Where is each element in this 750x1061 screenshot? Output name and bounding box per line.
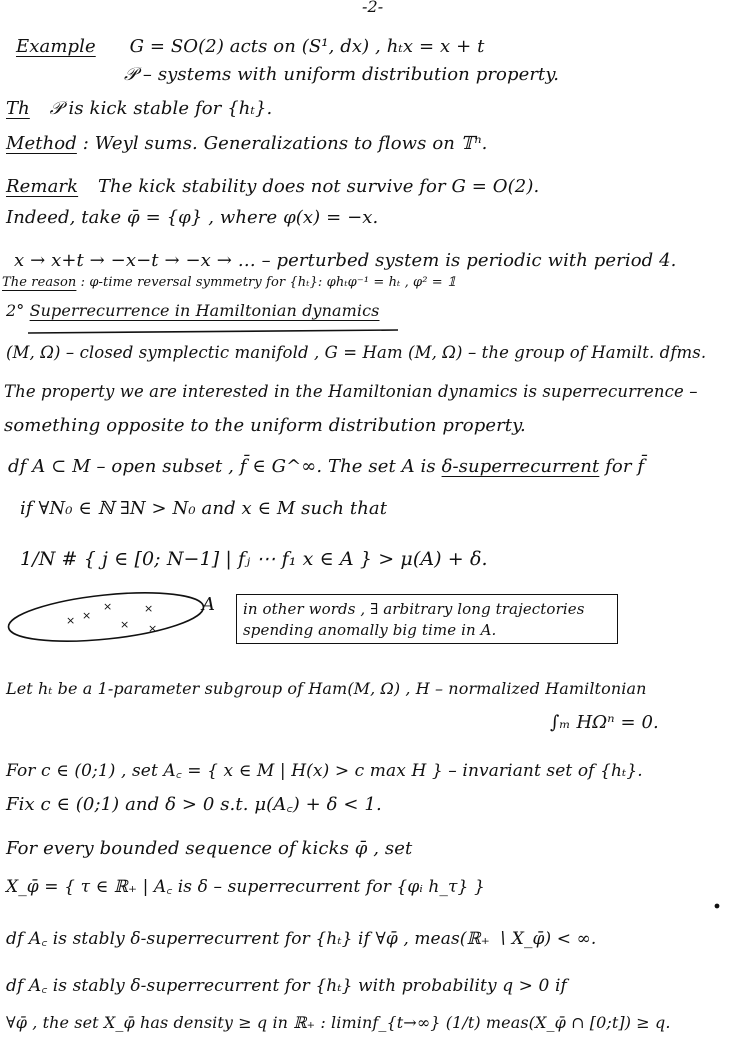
perturbed-line: x → x+t → −x−t → −x → … – perturbed system is periodic with period 4. — [14, 250, 677, 271]
svg-text:×: × — [148, 622, 158, 635]
theorem-text: 𝒫 is kick stable for {hₜ}. — [49, 98, 273, 119]
density-condition: ∀φ̄ , the set X_φ̄ has density ≥ q in ℝ₊ : liminf_{t→∞} (1/t) meas(X_φ̄ ∩ [0;t]) ≥ q. — [6, 1013, 671, 1032]
set-ac-line: For c ∈ (0;1) , set A꜀ = { x ∈ M | H(x) > c max H } – invariant set of {hₜ}. — [6, 761, 643, 781]
remark-box-line2: spending anomally big time in A. — [243, 621, 497, 639]
page-number: -2- — [362, 0, 384, 16]
normalization-formula: ∫ₘ HΩⁿ = 0. — [550, 712, 659, 733]
systems-line: 𝒫 – systems with uniform distribution property. — [124, 64, 560, 85]
property-line: The property we are interested in the Hamiltonian dynamics is superrecurrence – — [4, 382, 698, 401]
fix-c-line: Fix c ∈ (0;1) and δ > 0 s.t. μ(A꜀) + δ < 1. — [6, 794, 382, 815]
svg-text:×: × — [82, 609, 92, 622]
svg-text:×: × — [120, 618, 130, 631]
remark-label: Remark — [6, 176, 79, 197]
x-phi-definition: X_φ̄ = { τ ∈ ℝ₊ | A꜀ is δ – superrecurrent for {φᵢ h_τ} } — [6, 877, 485, 897]
svg-text:×: × — [144, 602, 154, 615]
definition-text-b: for f̄ — [605, 456, 645, 477]
manifold-line: (M, Ω) – closed symplectic manifold , G = Ham (M, Ω) – the group of Hamilt. dfms. — [6, 343, 707, 362]
frequency-formula: 1/N # { j ∈ [0; N−1] | fⱼ ⋯ f₁ x ∈ A } > μ(A) + δ. — [20, 548, 488, 570]
condition-line: if ∀N₀ ∈ ℕ ∃N > N₀ and x ∈ M such that — [20, 498, 388, 519]
example-text: G = SO(2) acts on (S¹, dx) , hₜx = x + t — [129, 36, 485, 57]
remark-text: The kick stability does not survive for G = O(2). — [97, 176, 540, 197]
svg-text:×: × — [103, 600, 113, 613]
set-a-label: A — [202, 594, 216, 615]
superrecurrent-term: δ-superrecurrent — [441, 456, 600, 477]
reason-text: : φ-time reversal symmetry for {hₜ}: φhₜφ⁻¹ = hₜ , φ² = 𝟙 — [80, 275, 457, 290]
method-text: : Weyl sums. Generalizations to flows on 𝕋ⁿ. — [82, 133, 488, 154]
definition-text-a: df A ⊂ M – open subset , f̄ ∈ G^∞. The set A is — [8, 456, 436, 477]
svg-text:×: × — [66, 614, 76, 627]
subgroup-line: Let hₜ be a 1-parameter subgroup of Ham(M, Ω) , H – normalized Hamiltonian — [6, 679, 647, 698]
kicks-line: For every bounded sequence of kicks φ̄ , set — [6, 838, 413, 859]
method-label: Method — [6, 133, 77, 154]
example-label: Example — [16, 36, 96, 57]
reason-label: The reason — [2, 275, 77, 290]
probability-definition: df A꜀ is stably δ-superrecurrent for {hₜ} with probability q > 0 if — [6, 976, 567, 996]
remark-box-line1: in other words , ∃ arbitrary long trajectories — [243, 600, 585, 618]
indeed-line: Indeed, take φ̄ = {φ} , where φ(x) = −x. — [6, 207, 379, 228]
theorem-label: Th — [6, 98, 30, 119]
opposite-line: something opposite to the uniform distribution property. — [4, 415, 526, 436]
section-title: Superrecurrence in Hamiltonian dynamics — [29, 301, 380, 320]
stably-definition: df A꜀ is stably δ-superrecurrent for {hₜ} if ∀φ̄ , meas(ℝ₊ ∖ X_φ̄) < ∞. — [6, 929, 597, 949]
section-number: 2° — [6, 301, 25, 320]
